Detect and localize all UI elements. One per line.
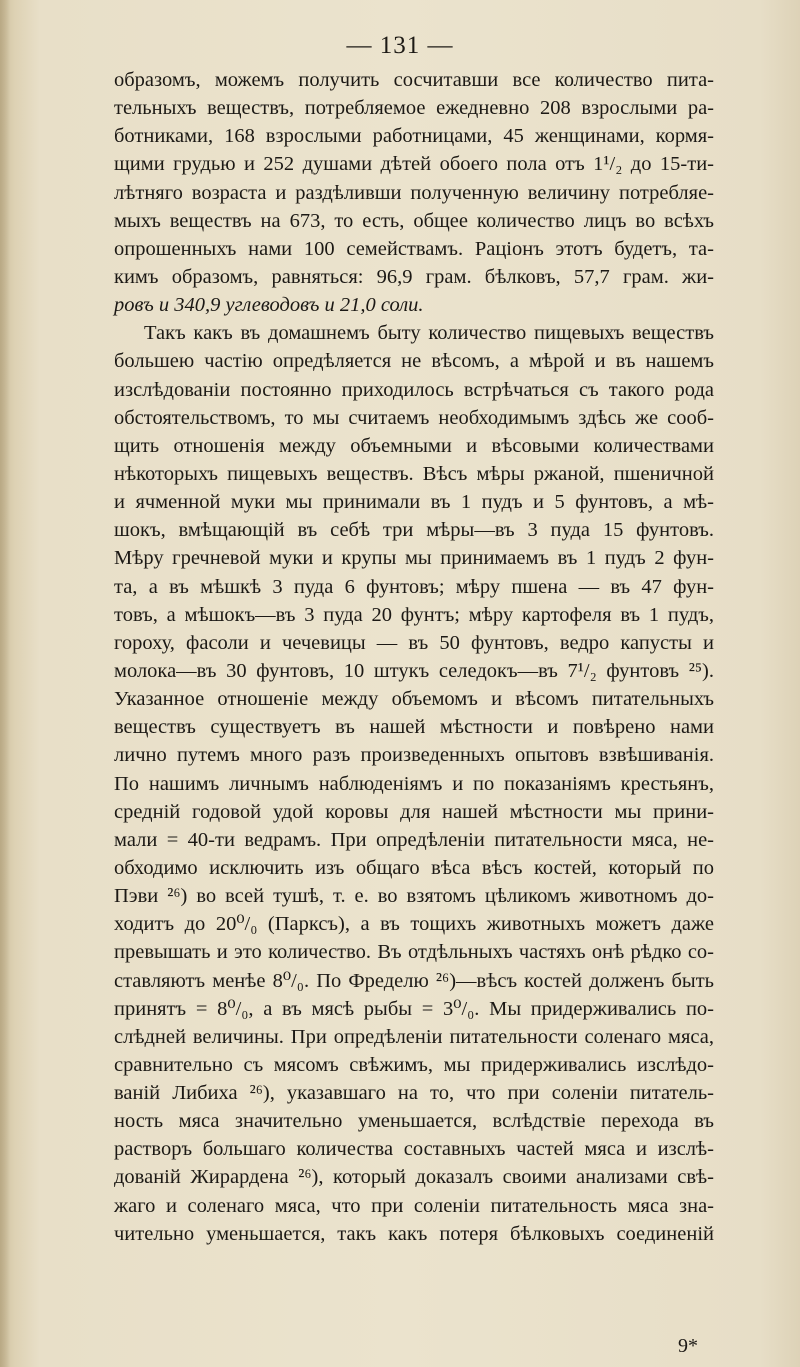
text-line: мали = 40-ти ведрамъ. При опредѣленіи питательности мяса, не-	[114, 828, 714, 851]
text-line: сравнительно съ мясомъ свѣжимъ, мы придерживались изслѣдо-	[114, 1053, 714, 1076]
text-line: шокъ, вмѣщающій въ себѣ три мѣры—въ 3 пуда 15 фунтовъ.	[114, 519, 714, 542]
text-line: образомъ, можемъ получить сосчитавши все количество пита-	[114, 69, 714, 91]
text-line: Такъ какъ въ домашнемъ быту количество пищевыхъ веществъ	[144, 322, 714, 345]
text-line: товъ, а мѣшокъ—въ 3 пуда 20 фунтъ; мѣру картофеля въ 1 пудъ,	[114, 603, 714, 626]
text-line: Пэви ²⁶) во всей тушѣ, т. е. во взятомъ цѣликомъ животномъ до-	[114, 885, 714, 908]
text-line: ровъ и 340,9 углеводовъ и 21,0 соли.	[114, 294, 424, 317]
text-line: ность мяса значительно уменьшается, вслѣдствіе перехода въ	[114, 1110, 714, 1133]
text-line: тельныхъ веществъ, потребляемое ежедневно 208 взрослыми ра-	[114, 97, 714, 120]
text-line: жаго и соленаго мяса, что при соленіи питательность мяса зна-	[114, 1194, 714, 1217]
text-line: обходимо исключить изъ общаго вѣса вѣсъ костей, который по	[114, 856, 714, 879]
text-line: чительно уменьшается, такъ какъ потеря бѣлковыхъ соединеній	[114, 1222, 714, 1245]
text-line: большею частію опредѣляется не вѣсомъ, а мѣрой и въ нашемъ	[114, 350, 714, 373]
text-line: нѣкоторыхъ пищевыхъ веществъ. Вѣсъ мѣры ржаной, пшеничной	[114, 462, 714, 485]
text-line: слѣдней величины. При опредѣленіи питательности соленаго мяса,	[114, 1025, 714, 1048]
text-line: щить отношенія между объемными и вѣсовыми количествами	[114, 434, 714, 457]
text-line: изслѣдованіи постоянно приходилось встрѣчаться съ такого рода	[114, 378, 714, 401]
signature-mark: 9*	[678, 1335, 698, 1357]
text-line: превышать и это количество. Въ отдѣльныхъ частяхъ онѣ рѣдко со-	[114, 941, 714, 964]
text-line: лѣтняго возраста и раздѣливши полученную величину потребляе-	[114, 181, 714, 204]
text-line: По нашимъ личнымъ наблюденіямъ и по показаніямъ крестьянъ,	[114, 772, 714, 795]
text-line: мыхъ веществъ на 673, то есть, общее количество лицъ во всѣхъ	[114, 209, 714, 232]
text-line: гороху, фасоли и чечевицы — въ 50 фунтовъ, ведро капусты и	[114, 631, 714, 654]
text-line: кимъ образомъ, равняться: 96,9 грам. бѣлковъ, 57,7 грам. жи-	[114, 265, 714, 288]
text-line: и ячменной муки мы принимали въ 1 пудъ и 5 фунтовъ, а мѣ-	[114, 491, 714, 514]
text-line: лично путемъ много разъ произведенныхъ опытовъ взвѣшиванія.	[114, 744, 714, 767]
page-spine-shadow	[0, 0, 10, 1367]
text-line: молока—въ 30 фунтовъ, 10 штукъ селедокъ—въ 7¹/₂ фунтовъ ²⁵).	[114, 659, 714, 682]
text-line: опрошенныхъ нами 100 семействамъ. Раціонъ этотъ будетъ, та-	[114, 237, 714, 260]
text-line: Указанное отношеніе между объемомъ и вѣсомъ питательныхъ	[114, 688, 714, 711]
text-line: ботниками, 168 взрослыми работницами, 45 женщинами, кормя-	[114, 125, 714, 148]
text-line: та, а въ мѣшкѣ 3 пуда 6 фунтовъ; мѣру пшена — въ 47 фун-	[114, 575, 714, 598]
text-line: принятъ = 8⁰/₀, а въ мясѣ рыбы = 3⁰/₀. Мы придерживались по-	[114, 997, 714, 1020]
body-text	[114, 66, 714, 1248]
text-line: ваній Либиха ²⁶), указавшаго на то, что при соленіи питатель-	[114, 1082, 714, 1105]
text-line: средній годовой удой коровы для нашей мѣстности мы прини-	[114, 800, 714, 823]
text-line: растворъ большаго количества составныхъ частей мяса и изслѣ-	[114, 1138, 714, 1161]
text-line: веществъ существуетъ въ нашей мѣстности и повѣрено нами	[114, 716, 714, 739]
text-line: ходитъ до 20⁰/₀ (Парксъ), а въ тощихъ животныхъ можетъ даже	[114, 913, 714, 936]
text-line: Мѣру гречневой муки и крупы мы принимаемъ въ 1 пудъ 2 фун-	[114, 547, 714, 570]
text-line: ставляютъ менѣе 8⁰/₀. По Фределю ²⁶)—вѣсъ костей долженъ быть	[114, 969, 714, 992]
page-number: — 131 —	[346, 32, 454, 59]
text-line: щими грудью и 252 душами дѣтей обоего пола отъ 1¹/₂ до 15-ти-	[114, 153, 714, 176]
text-line: дованій Жирардена ²⁶), который доказалъ своими анализами свѣ-	[114, 1166, 714, 1189]
text-line: обстоятельствомъ, то мы считаемъ необходимымъ здѣсь же сооб-	[114, 406, 714, 429]
